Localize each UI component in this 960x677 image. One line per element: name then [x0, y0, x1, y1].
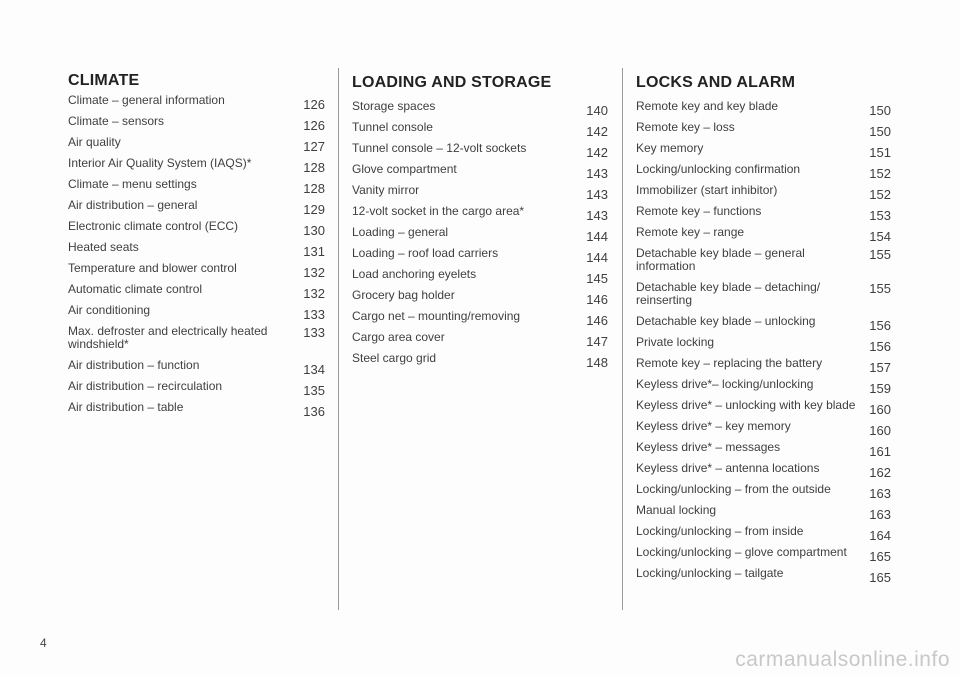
toc-entry[interactable] [68, 219, 325, 240]
toc-entry[interactable] [636, 419, 891, 440]
toc-entry-page: 148 [586, 355, 608, 370]
toc-entry-title: Loading – roof load carriers [352, 246, 499, 260]
toc-entry[interactable] [352, 120, 608, 141]
toc-entry-title: Remote key – replacing the battery [636, 356, 823, 370]
toc-entry-title: Tunnel console [352, 120, 433, 134]
toc-entry-page: 144 [586, 250, 608, 265]
section-heading-loading-and-storage: LOADING AND STORAGE [352, 74, 552, 91]
section-heading-locks-and-alarm: LOCKS AND ALARM [636, 74, 796, 91]
toc-entry-page: 132 [303, 265, 325, 280]
toc-entry-title: Loading – general [352, 225, 449, 239]
toc-entry-page: 134 [303, 362, 325, 377]
toc-entry-title: 12-volt socket in the cargo area* [352, 204, 525, 218]
watermark: carmanualsonline.info [735, 648, 950, 671]
toc-entry[interactable] [636, 314, 891, 335]
toc-entry[interactable] [636, 162, 891, 183]
toc-entry-title: Vanity mirror [352, 183, 420, 197]
toc-entry-page: 164 [869, 528, 891, 543]
toc-entry-page: 144 [586, 229, 608, 244]
toc-entry-title: Climate – general information [68, 93, 225, 107]
toc-entry[interactable] [636, 482, 891, 503]
toc-entry-page: 143 [586, 166, 608, 181]
toc-entry[interactable] [636, 545, 891, 566]
toc-entry[interactable] [636, 440, 891, 461]
toc-entry[interactable] [68, 261, 325, 282]
toc-entry[interactable] [352, 309, 608, 330]
toc-entry[interactable] [68, 324, 325, 358]
toc-entry-page: 143 [586, 208, 608, 223]
toc-entry-page: 159 [869, 381, 891, 396]
section-heading-climate: CLIMATE [68, 72, 140, 89]
toc-entry-title: Locking/unlocking – from inside [636, 524, 804, 538]
toc-entry[interactable] [68, 114, 325, 135]
toc-entry[interactable] [636, 225, 891, 246]
toc-entry-page: 160 [869, 402, 891, 417]
toc-entry[interactable] [636, 120, 891, 141]
toc-entry-title: Keyless drive*– locking/unlocking [636, 377, 814, 391]
toc-entry-title: Heated seats [68, 240, 139, 254]
toc-entry-title: Cargo area cover [352, 330, 445, 344]
toc-entry[interactable] [636, 398, 891, 419]
toc-entry-page: 153 [869, 208, 891, 223]
toc-entry-page: 142 [586, 145, 608, 160]
toc-entry-title: Air distribution – table [68, 400, 184, 414]
toc-entry-page: 128 [303, 160, 325, 175]
toc-entry[interactable] [68, 93, 325, 114]
toc-entry-page: 163 [869, 507, 891, 522]
toc-entry-page: 155 [869, 247, 891, 262]
toc-entry-title: Steel cargo grid [352, 351, 437, 365]
toc-entry[interactable] [352, 225, 608, 246]
toc-entry[interactable] [352, 246, 608, 267]
toc-entry[interactable] [352, 183, 608, 204]
toc-entry-title: Locking/unlocking – from the outside [636, 482, 831, 496]
toc-entry-page: 154 [869, 229, 891, 244]
toc-entry[interactable] [636, 566, 891, 587]
toc-entry-page: 136 [303, 404, 325, 419]
toc-entry-title: Air distribution – general [68, 198, 198, 212]
toc-entry[interactable] [636, 183, 891, 204]
toc-entry-page: 156 [869, 339, 891, 354]
toc-entry-title: Locking/unlocking confirmation [636, 162, 801, 176]
toc-entry-page: 143 [586, 187, 608, 202]
toc-entry[interactable] [352, 162, 608, 183]
toc-entry-title: Interior Air Quality System (IAQS)* [68, 156, 252, 170]
toc-entry[interactable] [352, 288, 608, 309]
toc-entry-page: 165 [869, 549, 891, 564]
toc-entry-page: 127 [303, 139, 325, 154]
toc-entry-page: 151 [869, 145, 891, 160]
toc-column-loading-and-storage [352, 70, 608, 372]
toc-entry-title: Load anchoring eyelets [352, 267, 477, 281]
toc-entry-title: Immobilizer (start inhibitor) [636, 183, 778, 197]
toc-entry-title: Air distribution – recirculation [68, 379, 223, 393]
column-divider [622, 68, 623, 610]
toc-entry-page: 126 [303, 118, 325, 133]
toc-entry-title: Remote key – range [636, 225, 745, 239]
toc-entry[interactable] [636, 246, 891, 280]
toc-entry-page: 126 [303, 97, 325, 112]
toc-entry-title: Electronic climate control (ECC) [68, 219, 239, 233]
toc-entry[interactable] [636, 99, 891, 120]
toc-entry-page: 161 [869, 444, 891, 459]
toc-entry-title: Glove compartment [352, 162, 457, 176]
column-divider [338, 68, 339, 610]
toc-entry-title: Locking/unlocking – glove compartment [636, 545, 847, 559]
toc-entry[interactable] [68, 240, 325, 261]
toc-entry-page: 157 [869, 360, 891, 375]
toc-entry-title: Keyless drive* – antenna locations [636, 461, 820, 475]
toc-entry-page: 152 [869, 166, 891, 181]
toc-entry-title: Detachable key blade – general information [636, 246, 805, 273]
toc-entry-page: 131 [303, 244, 325, 259]
toc-entry-title: Remote key – functions [636, 204, 762, 218]
toc-entry[interactable] [68, 282, 325, 303]
toc-entry[interactable] [68, 379, 325, 400]
toc-entry[interactable] [352, 267, 608, 288]
page-number: 4 [40, 636, 47, 650]
toc-entry-page: 150 [869, 103, 891, 118]
toc-entry-page: 133 [303, 325, 325, 340]
toc-entry[interactable] [636, 503, 891, 524]
toc-entry-page: 135 [303, 383, 325, 398]
toc-entry[interactable] [636, 141, 891, 162]
toc-entry[interactable] [68, 198, 325, 219]
toc-entry-page: 155 [869, 281, 891, 296]
toc-entry[interactable] [636, 524, 891, 545]
toc-entry-title: Manual locking [636, 503, 717, 517]
toc-entry-title: Air conditioning [68, 303, 151, 317]
toc-entry-page: 162 [869, 465, 891, 480]
toc-entry-title: Climate – sensors [68, 114, 165, 128]
toc-entry[interactable] [352, 351, 608, 372]
toc-entry[interactable] [68, 135, 325, 156]
toc-entry-title: Keyless drive* – unlocking with key blade [636, 398, 856, 412]
toc-entry-page: 128 [303, 181, 325, 196]
toc-entry-page: 147 [586, 334, 608, 349]
toc-entry[interactable] [68, 156, 325, 177]
toc-entry-page: 146 [586, 292, 608, 307]
toc-entry[interactable] [352, 99, 608, 120]
toc-entry-page: 142 [586, 124, 608, 139]
toc-entry-page: 130 [303, 223, 325, 238]
toc-entry[interactable] [636, 356, 891, 377]
toc-entry-title: Air distribution – function [68, 358, 200, 372]
toc-entry-page: 150 [869, 124, 891, 139]
toc-entry[interactable] [352, 141, 608, 162]
toc-entry[interactable] [68, 177, 325, 198]
toc-entry-title: Private locking [636, 335, 715, 349]
toc-entry-title: Key memory [636, 141, 704, 155]
toc-column-climate [68, 70, 325, 421]
toc-entry-title: Climate – menu settings [68, 177, 197, 191]
toc-entry[interactable] [68, 400, 325, 421]
toc-entry-title: Detachable key blade – detaching/ reinserting [636, 280, 821, 307]
toc-entry[interactable] [636, 377, 891, 398]
toc-column-locks-and-alarm [636, 70, 891, 587]
toc-entry[interactable] [352, 204, 608, 225]
toc-entry[interactable] [636, 461, 891, 482]
toc-entry-title: Grocery bag holder [352, 288, 455, 302]
toc-entry[interactable] [636, 335, 891, 356]
toc-entry[interactable] [352, 330, 608, 351]
toc-entry[interactable] [636, 204, 891, 225]
toc-entry-title: Cargo net – mounting/removing [352, 309, 521, 323]
toc-entry[interactable] [68, 358, 325, 379]
toc-entry-page: 140 [586, 103, 608, 118]
toc-entry-page: 145 [586, 271, 608, 286]
toc-entry-title: Remote key – loss [636, 120, 735, 134]
toc-entry-page: 160 [869, 423, 891, 438]
toc-entry-title: Air quality [68, 135, 121, 149]
toc-entry[interactable] [636, 280, 891, 314]
toc-entry-page: 165 [869, 570, 891, 585]
toc-entry-title: Keyless drive* – messages [636, 440, 781, 454]
toc-entry-title: Max. defroster and electrically heated windshield* [68, 324, 268, 351]
toc-entry[interactable] [68, 303, 325, 324]
toc-entry-page: 132 [303, 286, 325, 301]
toc-entry-page: 146 [586, 313, 608, 328]
toc-entry-title: Temperature and blower control [68, 261, 237, 275]
toc-entry-title: Keyless drive* – key memory [636, 419, 791, 433]
toc-entry-title: Automatic climate control [68, 282, 203, 296]
toc-entry-page: 129 [303, 202, 325, 217]
toc-entry-page: 152 [869, 187, 891, 202]
toc-entry-page: 156 [869, 318, 891, 333]
toc-entry-page: 163 [869, 486, 891, 501]
toc-entry-title: Remote key and key blade [636, 99, 779, 113]
toc-entry-page: 133 [303, 307, 325, 322]
toc-entry-title: Detachable key blade – unlocking [636, 314, 816, 328]
toc-entry-title: Locking/unlocking – tailgate [636, 566, 784, 580]
toc-entry-title: Tunnel console – 12-volt sockets [352, 141, 527, 155]
toc-entry-title: Storage spaces [352, 99, 436, 113]
